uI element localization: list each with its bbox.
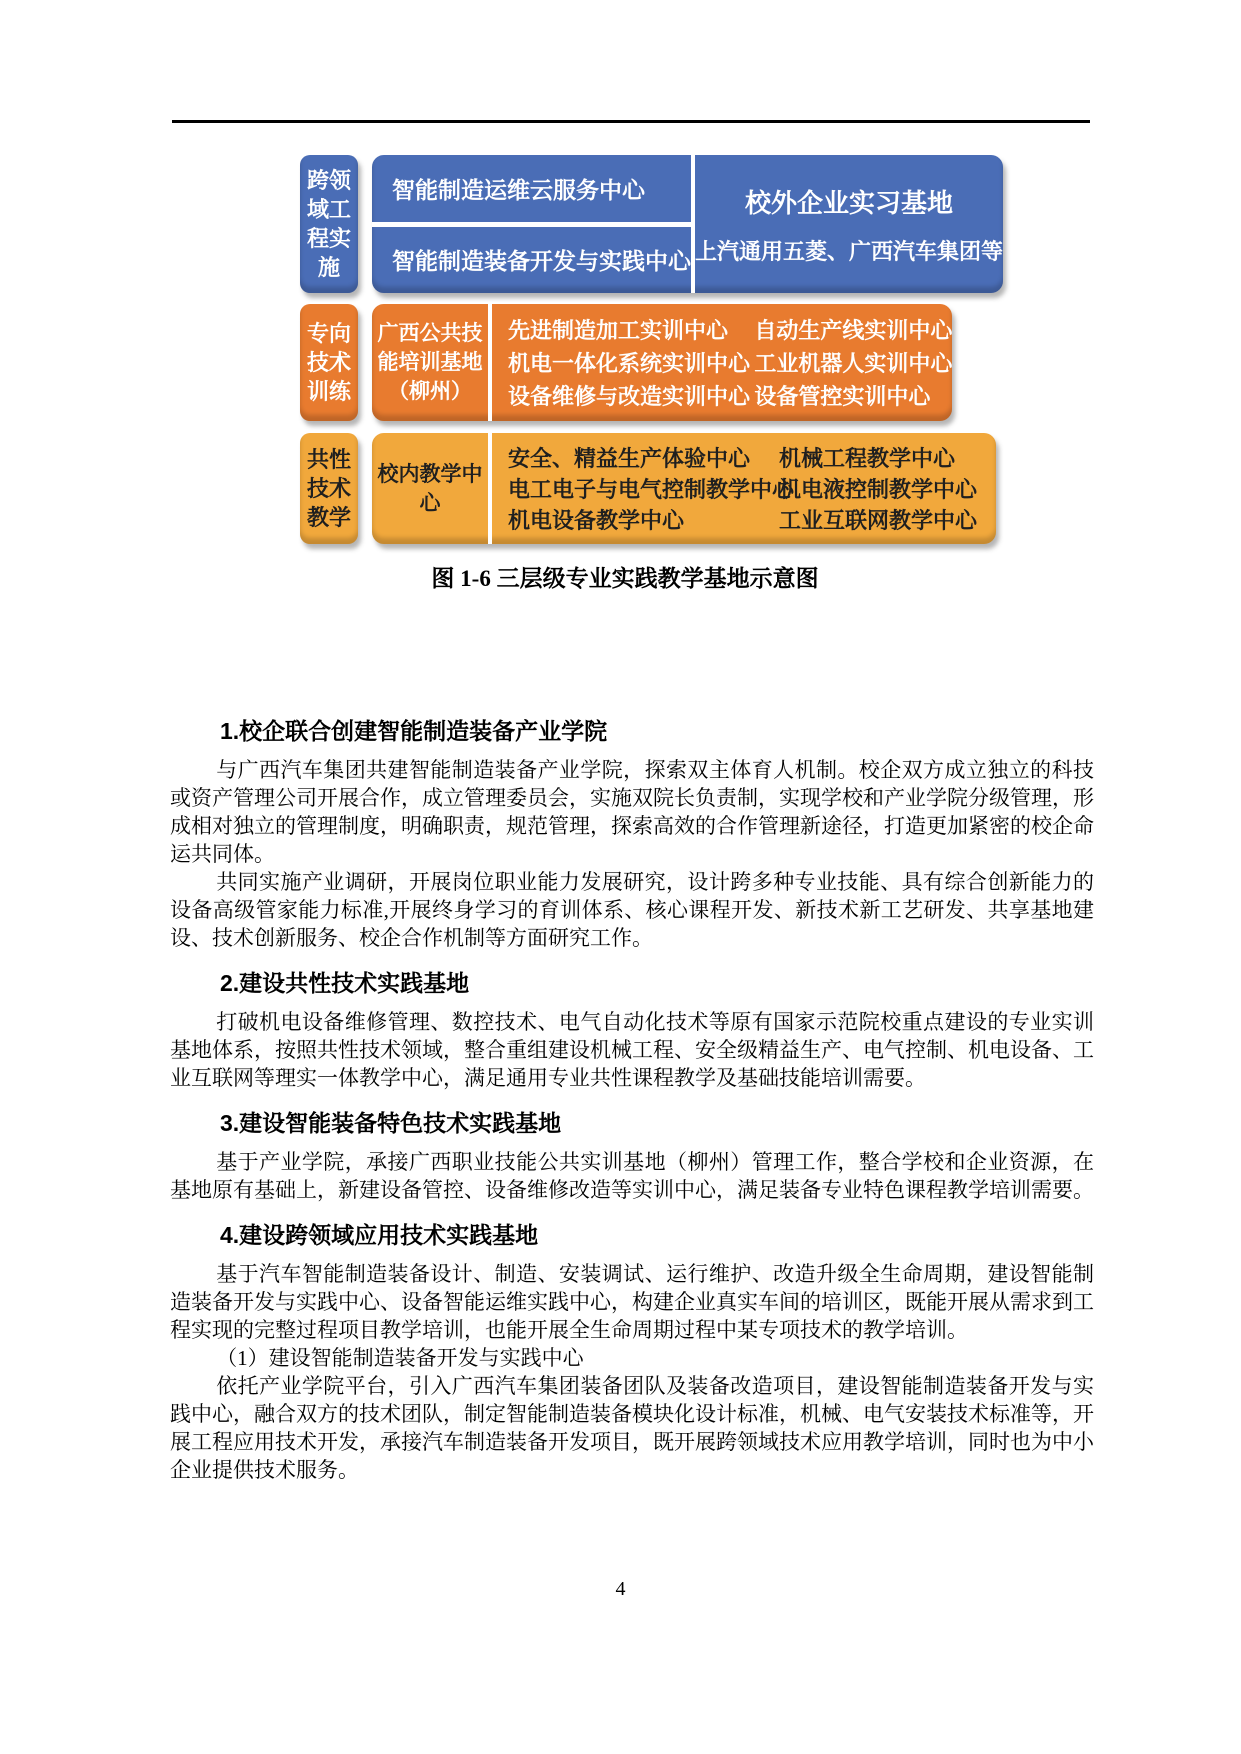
figure-row-common-teaching <box>300 433 978 544</box>
paragraph: 基于汽车智能制造装备设计、制造、安装调试、运行维护、改造升级全生命周期，建设智能制造装备开发与实践中心、设备智能运维实践中心，构建企业真实车间的培训区，既能开展从需求到工程实现的完整过程项目教学培训，也能开展全生命周期过程中某专项技术的教学培训。 <box>170 1262 1094 1342</box>
training-center-item: 设备维修与改造实训中心 <box>508 384 751 409</box>
cell-equipment-dev-center: 智能制造装备开发与实践中心 <box>392 248 691 275</box>
cell-guangxi-public-base: 广西公共技能培训基地（柳州） <box>377 322 483 403</box>
teaching-center-item: 机械工程教学中心 <box>779 446 956 471</box>
training-center-item: 工业机器人实训中心 <box>754 351 953 376</box>
training-center-item: 机电一体化系统实训中心 <box>508 351 751 376</box>
teaching-center-item: 电工电子与电气控制教学中心 <box>508 477 795 502</box>
section-heading-1: 1.校企联合创建智能制造装备产业学院 <box>220 718 608 744</box>
paragraph: 打破机电设备维修管理、数控技术、电气自动化技术等原有国家示范院校重点建设的专业实训基地体系，按照共性技术领域，整合重组建设机械工程、安全级精益生产、电气控制、机电设备、工业互联网等理实一体教学中心，满足通用专业共性课程教学及基础技能培训需要。 <box>170 1010 1094 1090</box>
teaching-center-item: 机电液控制教学中心 <box>779 477 978 502</box>
blue-left-column <box>372 155 691 293</box>
teaching-centers <box>492 433 996 544</box>
cell-external-enterprise-base <box>695 155 1003 293</box>
figure-diagram <box>300 155 1004 593</box>
document-body <box>170 716 1094 1484</box>
row-content-cross-domain <box>372 155 1003 293</box>
figure-caption: 图 1-6 三层级专业实践教学基地示意图 <box>431 566 819 591</box>
paragraph: 共同实施产业调研，开展岗位职业能力发展研究，设计跨多种专业技能、具有综合创新能力的设备高级管家能力标准,开展终身学习的育训体系、核心课程开发、新技术新工艺研发、共享基地建设、技术创新服务、校企合作机制等方面研究工作。 <box>170 870 1094 950</box>
row-label-special-training: 专向技术训练 <box>300 304 358 421</box>
figure-row-special-training <box>300 304 953 421</box>
teaching-centers-col1 <box>508 442 795 535</box>
training-center-item: 自动生产线实训中心 <box>754 318 953 343</box>
training-centers-col1 <box>508 313 754 412</box>
teaching-center-item: 机电设备教学中心 <box>508 508 685 533</box>
teaching-centers-col2 <box>779 442 992 535</box>
external-base-companies: 上汽通用五菱、广西汽车集团等 <box>695 238 1004 264</box>
cell-campus-teaching-center: 校内教学中心 <box>377 462 483 515</box>
section-heading-4: 4.建设跨领域应用技术实践基地 <box>220 1222 539 1248</box>
training-centers-col2 <box>754 313 953 412</box>
training-centers <box>492 304 952 421</box>
external-base-title: 校外企业实习基地 <box>745 187 954 218</box>
header-rule <box>172 120 1090 123</box>
teaching-center-item: 工业互联网教学中心 <box>779 508 978 533</box>
row-label-cross-domain: 跨领域工程实施 <box>300 155 358 293</box>
section-heading-2: 2.建设共性技术实践基地 <box>220 970 470 996</box>
paragraph: 依托产业学院平台，引入广西汽车集团装备团队及装备改造项目，建设智能制造装备开发与实践中心，融合双方的技术团队，制定智能制造装备模块化设计标准，机械、电气安装技术标准等，开展工程应用技术开发，承接汽车制造装备开发项目，既开展跨领域技术应用教学培训，同时也为中小企业提供技术服务。 <box>170 1374 1094 1482</box>
subitem-heading: （1）建设智能制造装备开发与实践中心 <box>216 1346 584 1370</box>
training-center-item: 先进制造加工实训中心 <box>508 318 729 343</box>
training-center-item: 设备管控实训中心 <box>754 384 931 409</box>
page-number: 4 <box>615 1578 626 1600</box>
row-content-common-teaching <box>372 433 996 544</box>
paragraph: 基于产业学院，承接广西职业技能公共实训基地（柳州）管理工作，整合学校和企业资源，在基地原有基础上，新建设备管控、设备维修改造等实训中心，满足装备专业特色课程教学培训需要。 <box>170 1150 1094 1202</box>
teaching-center-item: 安全、精益生产体验中心 <box>508 446 751 471</box>
paragraph: 与广西汽车集团共建智能制造装备产业学院，探索双主体育人机制。校企双方成立独立的科技或资产管理公司开展合作，成立管理委员会，实施双院长负责制，实现学校和产业学院分级管理，形成相对独立的管理制度，明确职责，规范管理，探索高效的合作管理新途径，打造更加紧密的校企命运共同体。 <box>170 758 1094 866</box>
section-heading-3: 3.建设智能装备特色技术实践基地 <box>220 1110 562 1136</box>
row-content-special-training <box>372 304 952 421</box>
row-label-common-teaching: 共性技术教学 <box>300 433 358 544</box>
figure-row-cross-domain <box>300 155 1004 293</box>
cell-cloud-service-center: 智能制造运维云服务中心 <box>392 176 645 203</box>
